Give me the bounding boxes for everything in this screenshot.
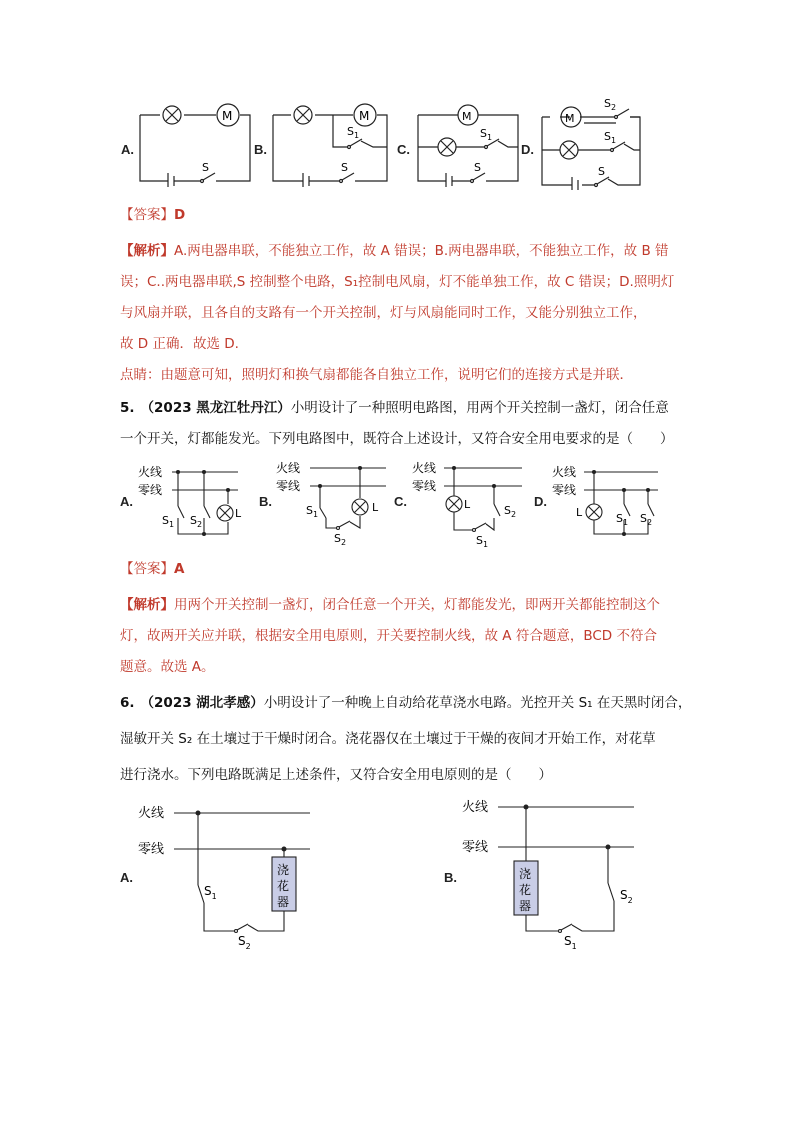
question-text: 一个开关，灯都能发光。下列电路图中，既符合上述设计，又符合安全用电要求的是（ ） [120,431,674,447]
option-label-a: A. [121,142,134,157]
switch-label-s2: $S_2$ [604,97,617,112]
analysis-line [120,590,680,621]
question-number: 6. [120,695,135,711]
option-label-b: B. [444,870,457,885]
circuit-q5-a [138,462,248,542]
circuit-q5-b [276,458,396,548]
lamp-label: L [464,498,471,511]
switch-label-s1: $S_1$ [604,130,617,145]
analysis-text: A.两电器串联，不能独立工作，故 A 错误；B.两电器串联，不能独立工作，故 B 错 [174,243,669,259]
device-char: 浇 [519,867,532,881]
circuit-q4-d [534,95,644,190]
switch-label-s2: $S_2$ [334,532,347,547]
fire-line-label: 火线 [138,465,163,479]
lamp-label: L [576,506,583,519]
fire-line-label: 火线 [276,461,301,475]
lamp-label: L [235,507,242,520]
question-source: （2023 黑龙江牡丹江） [140,400,291,416]
motor-label: M [565,112,575,125]
q5-analysis [120,590,680,683]
switch-label-s1: $S_1$ [616,512,629,527]
switch-label-s2: $S_2$ [640,512,653,527]
analysis-prefix: 【解析】 [120,243,174,259]
analysis-text: 用两个开关控制一盏灯，闭合任意一个开关，灯都能发光，即两开关都能控制这个 [174,597,660,613]
circuit-q4-b [263,95,403,187]
q6-stem [120,685,690,793]
question-text: 小明设计了一种照明电路图，用两个开关控制一盏灯，闭合任意 [290,400,669,416]
analysis-prefix: 【解析】 [120,597,174,613]
option-label-a: A. [120,494,133,509]
motor-label: M [462,110,472,123]
answer-prefix: 【答案】 [120,561,174,577]
option-label-a: A. [120,870,133,885]
switch-label-s1: $S_1$ [347,125,360,140]
analysis-line: 题意。故选 A。 [120,659,215,675]
answer-prefix: 【答案】 [120,207,174,223]
q5-answer [120,559,680,579]
fire-line-label: 火线 [552,465,577,479]
circuit-q4-a [128,95,258,187]
lamp-label: L [372,501,379,514]
analysis-line: 误；C..两电器串联,S 控制整个电路，S₁控制电风扇，灯不能单独工作，故 C 错误；D.照明灯 [120,274,675,290]
zero-line-label: 零线 [462,840,489,855]
device-char: 浇 [277,863,290,877]
circuit-q5-c [412,458,532,548]
zero-line-label: 零线 [138,842,165,857]
switch-label-s1: $S_1$ [564,934,577,951]
switch-label-s1: $S_1$ [162,514,175,529]
answer-value: A [174,561,185,577]
question-text: 湿敏开关 S₂ 在土壤过于干燥时闭合。浇花器仅在土壤过于干燥的夜间才开始工作，对花草 [120,731,656,747]
fire-line-label: 火线 [462,800,489,815]
note-line: 点睛：由题意可知，照明灯和换气扇都能各自独立工作，说明它们的连接方式是并联． [120,367,633,383]
answer-value: D [174,207,186,223]
fire-line-label: 火线 [412,461,437,475]
option-label-b: B. [259,494,272,509]
analysis-line: 灯，故两开关应并联，根据安全用电原则，开关要控制火线，故 A 符合题意，BCD 不符合 [120,628,657,644]
question-text: 进行浇水。下列电路既满足上述条件，又符合安全用电原则的是（ ） [120,767,552,783]
q4-analysis [120,236,680,391]
option-label-d: D. [534,494,547,509]
switch-label-s2: $S_2$ [238,934,251,951]
device-char: 器 [519,899,532,913]
switch-label-s: S [474,161,481,174]
motor-label: M [359,109,370,123]
device-char: 花 [277,879,290,893]
switch-label-s1: $S_1$ [480,127,493,142]
option-label-c: C. [397,142,410,157]
circuit-q4-c [408,95,520,187]
question-source: （2023 湖北孝感） [140,695,264,711]
motor-label: M [222,109,233,123]
switch-label-s2: $S_2$ [620,888,633,905]
switch-label-s1: $S_1$ [476,534,489,548]
zero-line-label: 零线 [138,483,163,497]
device-char: 器 [277,895,290,909]
switch-label-s2: $S_2$ [190,514,203,529]
switch-label-s: S [341,161,348,174]
analysis-line [120,236,680,267]
zero-line-label: 零线 [552,483,577,497]
switch-label-s1: $S_1$ [306,504,319,519]
device-char: 花 [519,883,532,897]
question-text: 小明设计了一种晚上自动给花草浇水电路。光控开关 S₁ 在天黑时闭合， [263,695,692,711]
q5-stem [120,393,680,455]
question-number: 5. [120,400,135,416]
zero-line-label: 零线 [412,479,437,493]
circuit-q6-a [138,795,318,955]
option-label-d: D. [521,142,534,157]
zero-line-label: 零线 [276,479,301,493]
switch-label-s1: $S_1$ [204,884,217,901]
switch-label-s2: $S_2$ [504,504,517,519]
switch-label-s: S [598,165,605,178]
analysis-line: 与风扇并联，且各自的支路有一个开关控制，灯与风扇能同时工作，又能分别独立工作， [120,305,647,321]
fire-line-label: 火线 [138,806,165,821]
circuit-q6-b [462,795,642,955]
analysis-line: 故 D 正确．故选 D. [120,336,239,352]
circuit-q5-d [552,462,662,542]
q4-answer [120,205,680,225]
option-label-c: C. [394,494,407,509]
option-label-b: B. [254,142,267,157]
switch-label-s: S [202,161,209,174]
